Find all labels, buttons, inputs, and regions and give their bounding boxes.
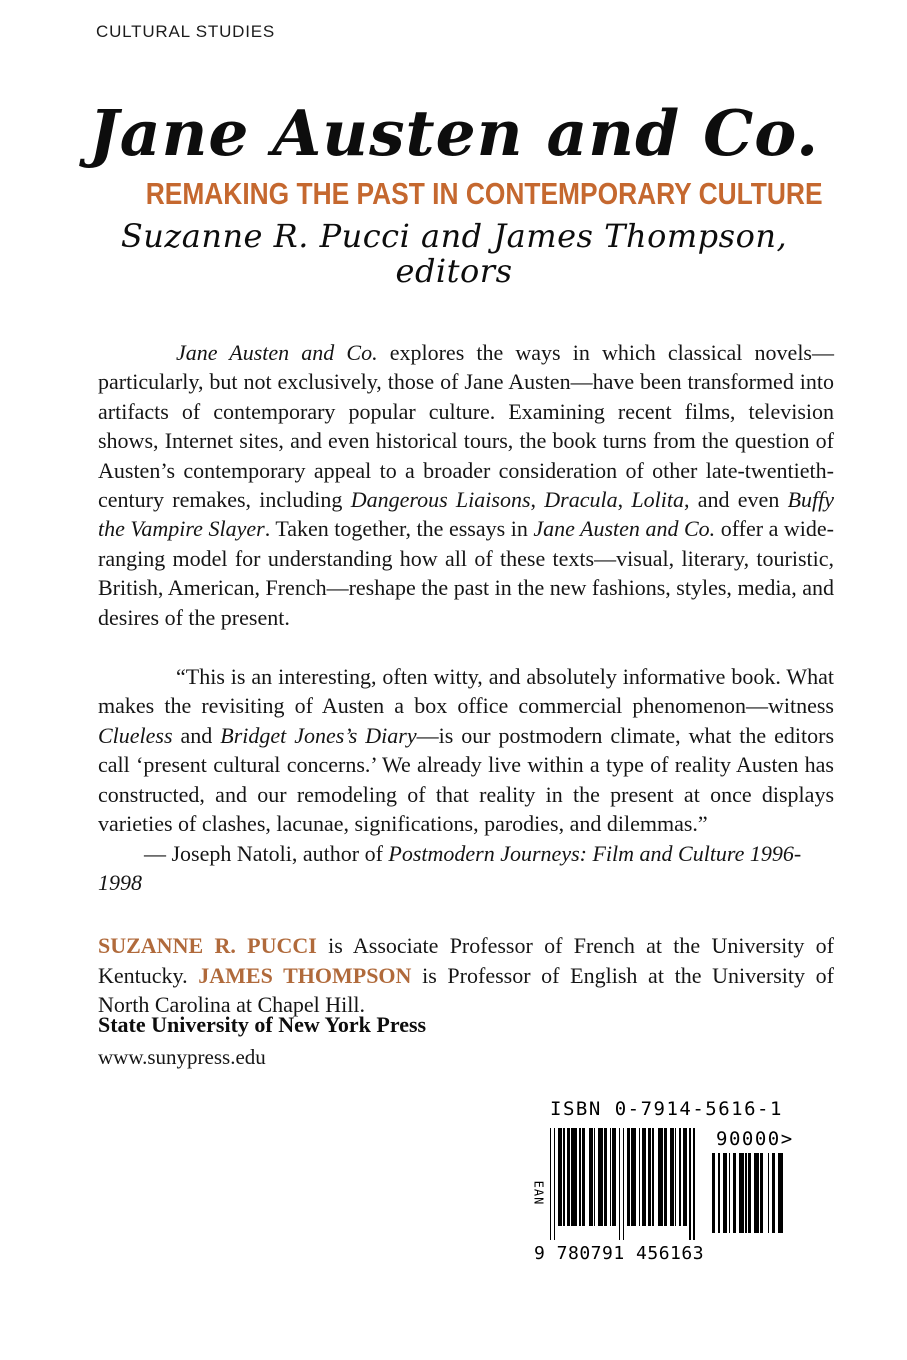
ean-symbology-label: EAN xyxy=(531,1180,546,1206)
category-label: CULTURAL STUDIES xyxy=(96,22,276,41)
price-code-label: 90000> xyxy=(716,1128,794,1150)
title-block xyxy=(86,96,823,290)
review-quote: “This is an interesting, often witty, and absolutely informative book. What makes the revisiting of Austen a box office commercial phenomenon—witness Clueless and Bridget Jones’s Diary—is our postmodern climate, what the editors call ‘present cultural concerns.’ We already live within a type of reality Austen has constructed, and our remodeling of that reality in the present at once displays varieties of clashes, lacunae, significations, parodies, and dilemmas.” xyxy=(98,664,835,837)
back-cover-text xyxy=(98,338,834,1020)
book-title: Jane Austen and Co. xyxy=(88,96,820,170)
supplemental-barcode xyxy=(712,1128,802,1233)
book-subtitle: REMAKING THE PAST IN CONTEMPORARY CULTURE xyxy=(145,176,823,212)
editors-line: Suzanne R. Pucci and James Thompson, editors xyxy=(120,216,788,290)
barcode-block xyxy=(532,1098,904,1278)
review-attribution: — Joseph Natoli, author of Postmodern Journeys: Film and Culture 1996-1998 xyxy=(98,840,802,895)
publisher-block xyxy=(98,1012,426,1070)
author-bio: SUZANNE R. PUCCI is Associate Professor of French at the University of Kentucky. JAMES THOMPSON is Professor of English at the University of North Carolina at Chapel Hill. xyxy=(98,933,834,1018)
barcode-row xyxy=(532,1128,904,1278)
description-paragraph: Jane Austen and Co. explores the ways in which classical novels—particularly, but not exclusively, those of Jane Austen—have been transformed into artifacts of contemporary popular culture. Examining recent films, television shows, Internet sites, and even historical tours, the book turns from the question of Austen’s contemporary appeal to a broader consideration of other late-twentieth-century remakes, including Dangerous Liaisons, Dracula, Lolita, and even Buffy the Vampire Slayer. Taken together, the essays in Jane Austen and Co. offer a wide-ranging model for understanding how all of these texts—visual, literary, touristic, British, American, French—reshape the past in the new fashions, styles, media, and desires of the present. xyxy=(98,340,835,630)
publisher-name: State University of New York Press xyxy=(98,1012,427,1037)
isbn-label: ISBN 0-7914-5616-1 xyxy=(550,1098,783,1120)
barcode-digits: 9 780791 456163 xyxy=(534,1243,705,1264)
publisher-url: www.sunypress.edu xyxy=(98,1045,266,1070)
ean13-bars xyxy=(550,1128,700,1240)
supplemental-bars xyxy=(712,1153,802,1233)
